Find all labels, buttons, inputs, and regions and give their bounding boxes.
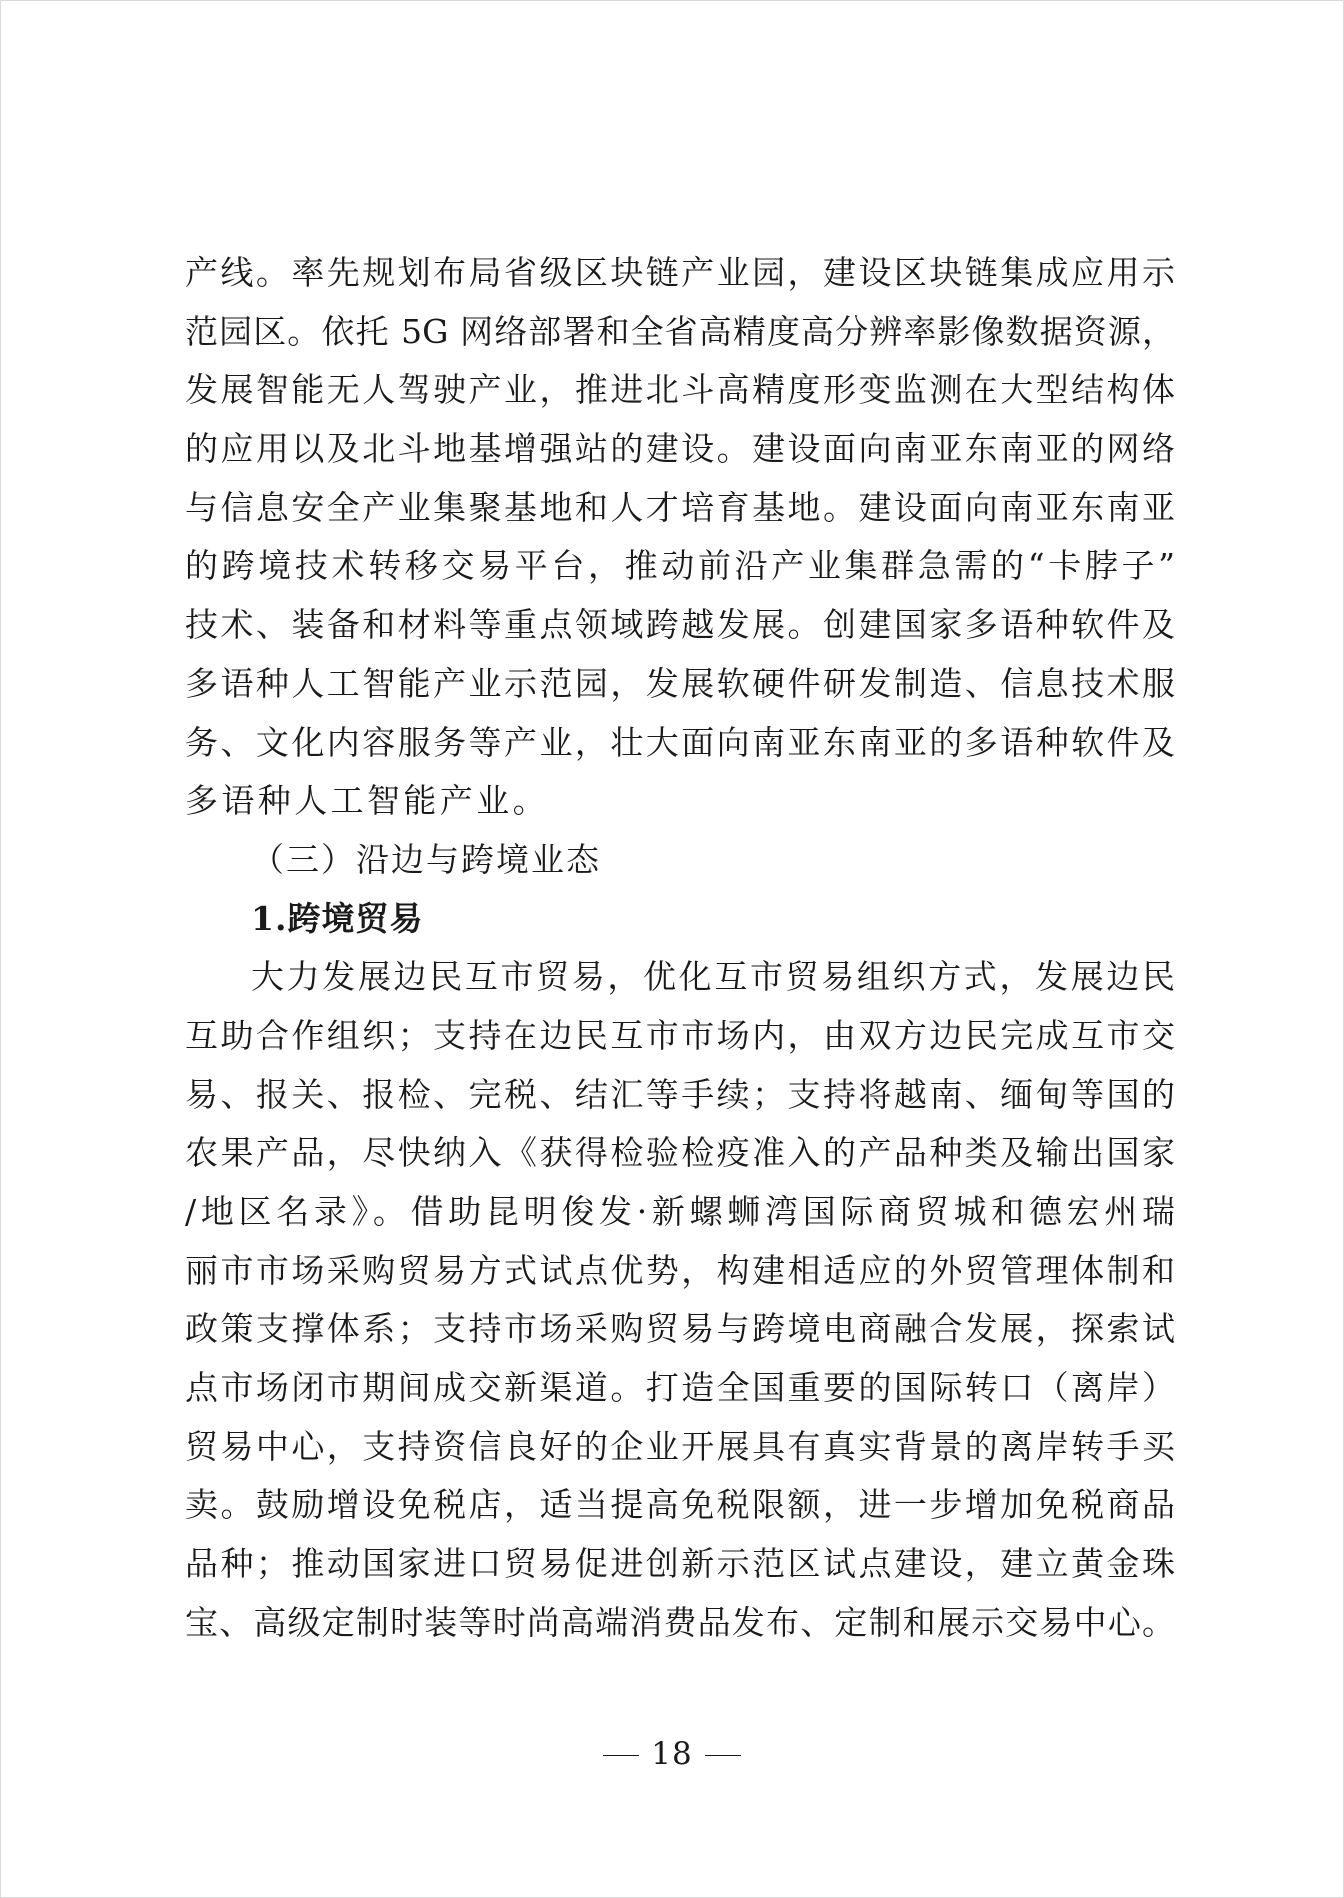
- body-line: 发展智能无人驾驶产业，推进北斗高精度形变监测在大型结构体: [185, 370, 1175, 410]
- body-line: 务、文化内容服务等产业，壮大面向南亚东南亚的多语种软件及: [185, 722, 1175, 762]
- paragraph-line: 易、报关、报检、完税、结汇等手续；支持将越南、缅甸等国的: [185, 1074, 1175, 1114]
- paragraph-line: 宝、高级定制时装等时尚高端消费品发布、定制和展示交易中心。: [185, 1602, 1175, 1642]
- paragraph-line: 大力发展边民互市贸易，优化互市贸易组织方式，发展边民: [251, 957, 1175, 997]
- paragraph-line: 互助合作组织；支持在边民互市市场内，由双方边民完成互市交: [185, 1015, 1175, 1055]
- page-footer: [0, 1736, 1344, 1772]
- body-line: 范园区。依托 5G 网络部署和全省高精度高分辨率影像数据资源，: [185, 311, 1175, 351]
- body-line: 多语种人工智能产业示范园，发展软硬件研发制造、信息技术服: [185, 663, 1175, 703]
- body-line: 与信息安全产业集聚基地和人才培育基地。建设面向南亚东南亚: [185, 487, 1175, 527]
- page-number: 18: [651, 1736, 693, 1772]
- dash-left: [603, 1755, 639, 1756]
- paragraph-line: 贸易中心，支持资信良好的企业开展具有真实背景的离岸转手买: [185, 1426, 1175, 1466]
- paragraph-line: 政策支撑体系；支持市场采购贸易与跨境电商融合发展，探索试: [185, 1309, 1175, 1349]
- document-body: [185, 244, 1175, 1653]
- body-line: 的跨境技术转移交易平台，推动前沿产业集群急需的“卡脖子”: [185, 546, 1175, 586]
- subsection-heading: 1.跨境贸易: [251, 898, 424, 938]
- paragraph-line: 农果产品，尽快纳入《获得检验检疫准入的产品种类及输出国家: [185, 1133, 1175, 1173]
- body-line: 的应用以及北斗地基增强站的建设。建设面向南亚东南亚的网络: [185, 429, 1175, 469]
- body-line: 技术、装备和材料等重点领域跨越发展。创建国家多语种软件及: [185, 605, 1175, 645]
- body-line: 产线。率先规划布局省级区块链产业园，建设区块链集成应用示: [185, 253, 1175, 292]
- section-heading: （三）沿边与跨境业态: [251, 839, 601, 879]
- paragraph-line: 卖。鼓励增设免税店，适当提高免税限额，进一步增加免税商品: [185, 1485, 1175, 1525]
- paragraph-line: /地区名录》。借助昆明俊发·新螺蛳湾国际商贸城和德宏州瑞: [185, 1192, 1175, 1231]
- body-line: 多语种人工智能产业。: [185, 781, 549, 821]
- paragraph-line: 丽市市场采购贸易方式试点优势，构建相适应的外贸管理体制和: [185, 1250, 1175, 1290]
- dash-right: [705, 1755, 741, 1756]
- paragraph-line: 点市场闭市期间成交新渠道。打造全国重要的国际转口（离岸）: [185, 1368, 1175, 1408]
- paragraph-line: 品种；推动国家进口贸易促进创新示范区试点建设，建立黄金珠: [185, 1544, 1175, 1584]
